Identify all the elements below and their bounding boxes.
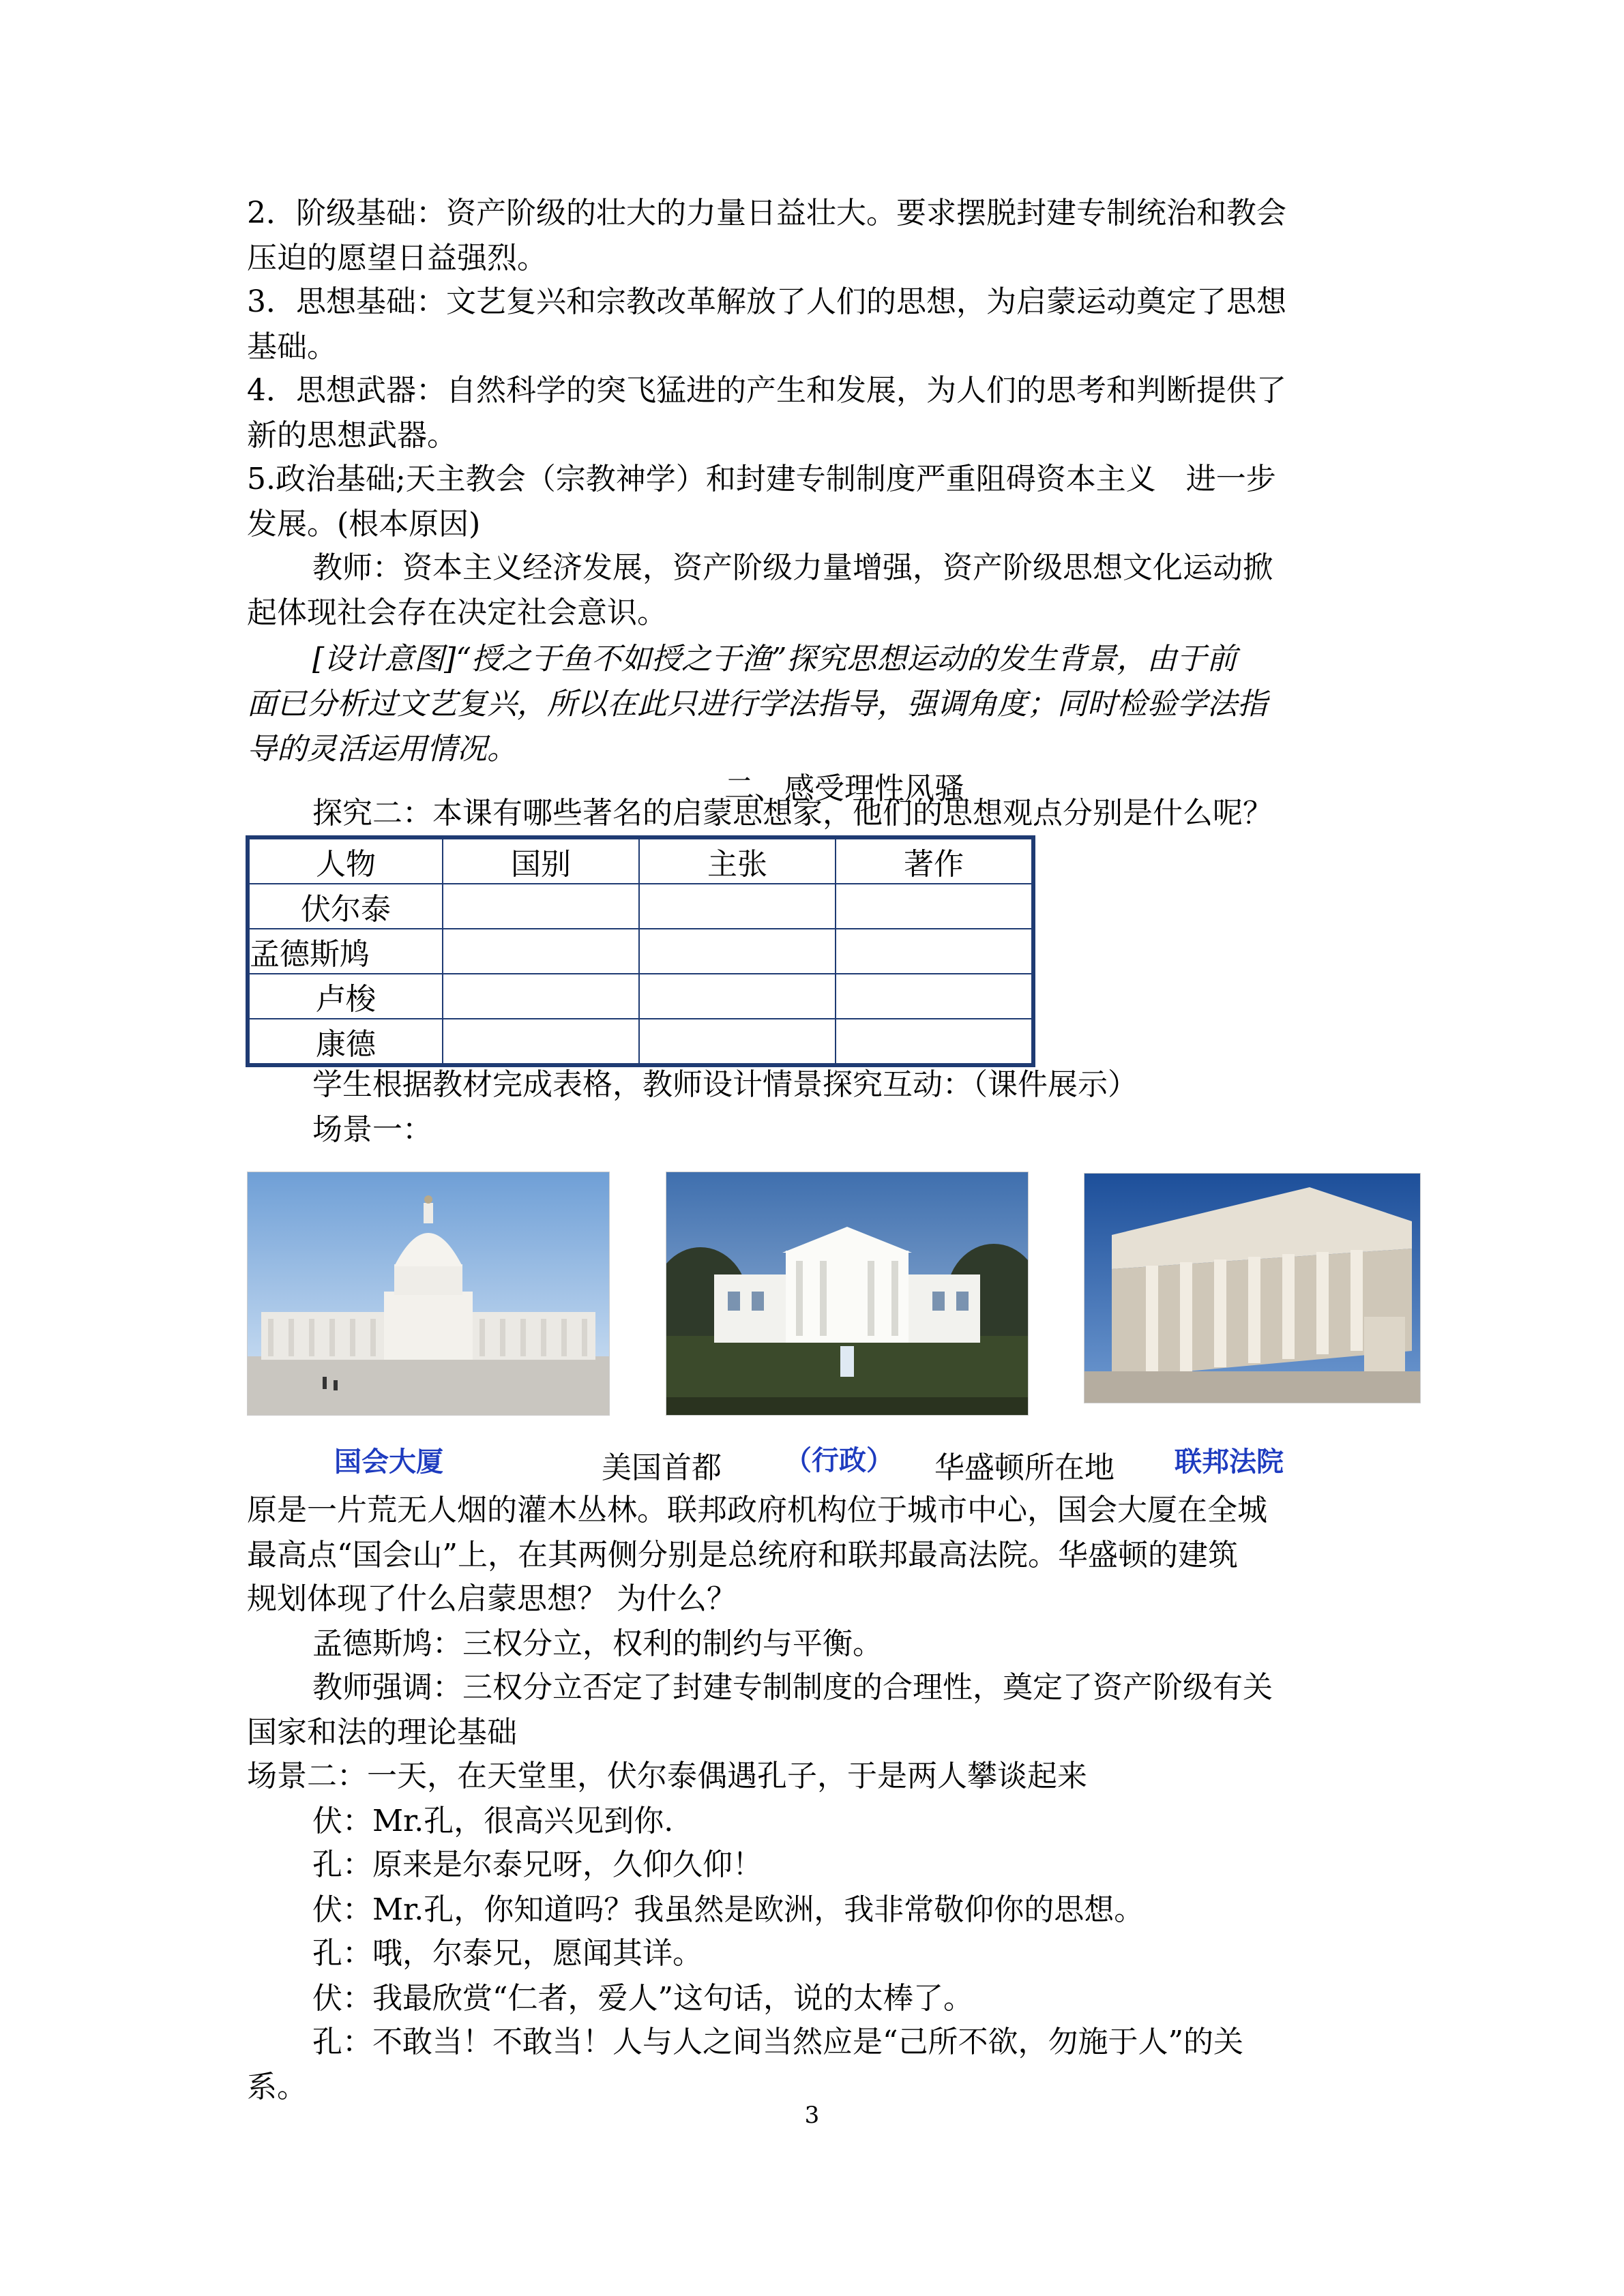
text-line: 教师：资本主义经济发展，资产阶级力量增强，资产阶级思想文化运动掀 (312, 550, 1273, 585)
table-cell-person: 孟德斯鸠 (248, 929, 443, 974)
table-cell-person: 伏尔泰 (248, 884, 443, 929)
table-cell (639, 1019, 836, 1065)
text-line: 最高点“国会山”上，在其两侧分别是总统府和联邦最高法院。华盛顿的建筑 (247, 1538, 1238, 1572)
table-cell (836, 1019, 1033, 1065)
table-cell (639, 974, 836, 1019)
table-header-row (248, 837, 1033, 884)
supreme-court-photo (1084, 1173, 1421, 1403)
table-cell (443, 929, 639, 974)
text-line: 教师强调：三权分立否定了封建专制制度的合理性，奠定了资产阶级有关 (312, 1670, 1273, 1705)
capitol-caption: 国会大厦 (334, 1447, 443, 1477)
white-house-photo (666, 1172, 1029, 1416)
text-line: 探究二：本课有哪些著名的启蒙思想家，他们的思想观点分别是什么呢？ (312, 796, 1273, 831)
table-cell (443, 1019, 639, 1065)
design-intent-line: 导的灵活运用情况。 (247, 732, 517, 766)
table-cell (443, 974, 639, 1019)
design-intent-line: [设计意图]“授之于鱼不如授之于渔”探究思想运动的发生背景，由于前 (312, 642, 1237, 676)
text-line: 美国首都 (602, 1450, 722, 1485)
text-line: 2．阶级基础：资产阶级的壮大的力量日益壮大。要求摆脱封建专制统治和教会 (247, 196, 1286, 230)
table-cell-person: 康德 (248, 1019, 443, 1065)
table-row (248, 929, 1033, 974)
text-line: 4．思想武器：自然科学的突飞猛进的产生和发展，为人们的思考和判断提供了 (247, 373, 1286, 408)
page-number: 3 (804, 2102, 820, 2129)
dialogue-line: 伏：Mr.孔，你知道吗？我虽然是欧洲，我非常敬仰你的思想。 (312, 1892, 1145, 1927)
table-row (248, 884, 1033, 929)
table-cell (836, 929, 1033, 974)
table-cell (836, 884, 1033, 929)
table-header-cell: 人物 (248, 837, 443, 884)
text-line: 场景一： (312, 1112, 432, 1147)
text-line: 3．思想基础：文艺复兴和宗教改革解放了人们的思想，为启蒙运动奠定了思想 (247, 284, 1286, 319)
design-intent-line: 面已分析过文艺复兴，所以在此只进行学法指导，强调角度；同时检验学法指 (247, 687, 1267, 721)
table-row (248, 1019, 1033, 1065)
text-line: 5.政治基础;天主教会（宗教神学）和封建专制制度严重阻碍资本主义 进一步 (247, 462, 1276, 496)
text-line: 华盛顿所在地 (934, 1450, 1114, 1485)
text-line: 国家和法的理论基础 (247, 1715, 517, 1750)
table-cell (639, 929, 836, 974)
text-line: 压迫的愿望日益强烈。 (247, 241, 547, 275)
table-cell (836, 974, 1033, 1019)
thinkers-table (246, 835, 1035, 1067)
text-line: 基础。 (247, 329, 337, 364)
table-header-cell: 国别 (443, 837, 639, 884)
section-heading: 二、感受理性风骚 (724, 771, 964, 806)
dialogue-line: 系。 (247, 2070, 307, 2104)
table-cell-person: 卢梭 (248, 974, 443, 1019)
dialogue-line: 孔：原来是尔泰兄呀，久仰久仰！ (312, 1847, 763, 1882)
text-line: 场景二：一天，在天堂里，伏尔泰偶遇孔子，于是两人攀谈起来 (247, 1759, 1087, 1793)
text-line: 孟德斯鸠：三权分立，权利的制约与平衡。 (312, 1626, 883, 1661)
table-header-cell: 主张 (639, 837, 836, 884)
table-cell (639, 884, 836, 929)
table-cell (443, 884, 639, 929)
dialogue-line: 孔：哦，尔泰兄，愿闻其详。 (312, 1936, 703, 1971)
executive-caption: （行政） (784, 1446, 894, 1476)
text-line: 新的思想武器。 (247, 418, 457, 453)
table-header-cell: 著作 (836, 837, 1033, 884)
text-line: 原是一片荒无人烟的灌木丛林。联邦政府机构位于城市中心，国会大厦在全城 (247, 1493, 1267, 1527)
text-line: 起体现社会存在决定社会意识。 (247, 595, 667, 630)
court-caption: 联邦法院 (1175, 1447, 1284, 1477)
dialogue-line: 伏：Mr.孔，很高兴见到你. (312, 1804, 674, 1838)
dialogue-line: 孔：不敢当！不敢当！人与人之间当然应是“己所不欲，勿施于人”的关 (312, 2025, 1243, 2059)
text-line: 规划体现了什么启蒙思想？ 为什么？ (247, 1581, 737, 1616)
text-line: 学生根据教材完成表格，教师设计情景探究互动：（课件展示） (312, 1067, 1138, 1102)
text-line: 发展。(根本原因) (247, 507, 481, 541)
capitol-photo (247, 1172, 610, 1416)
table-row (248, 974, 1033, 1019)
dialogue-line: 伏：我最欣赏“仁者，爱人”这句话，说的太棒了。 (312, 1981, 973, 2016)
